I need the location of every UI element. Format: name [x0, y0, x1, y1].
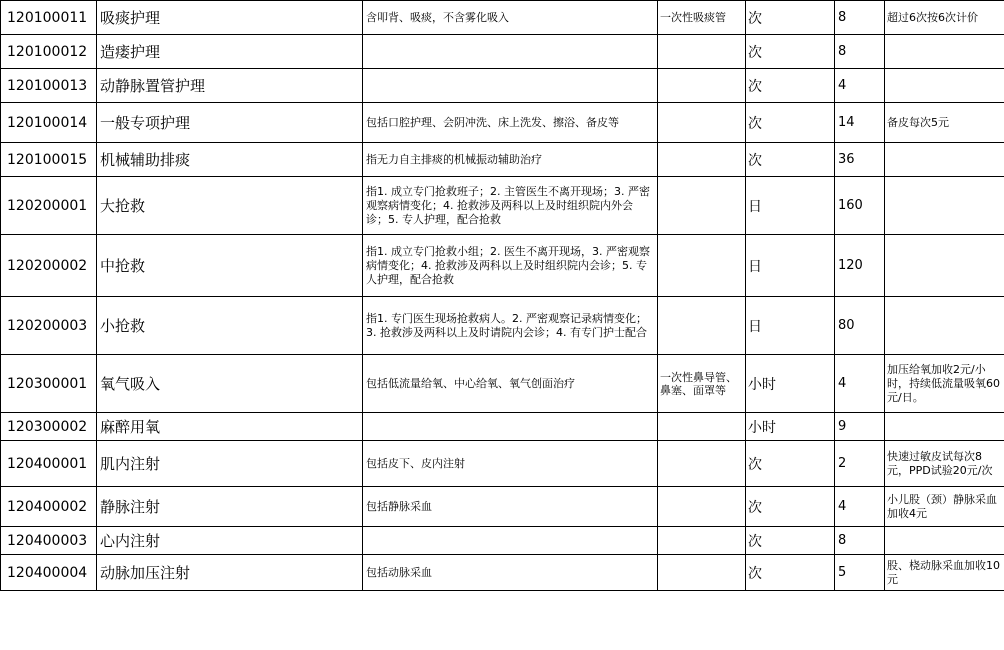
price-cell: 4 — [835, 487, 885, 527]
excluded-materials-cell — [658, 297, 746, 355]
pricing-unit-cell: 次 — [746, 69, 835, 103]
table-row — [1, 487, 1004, 527]
price-cell: 8 — [835, 1, 885, 35]
item-code-cell: 120100011 — [1, 1, 97, 35]
item-content-cell: 包括口腔护理、会阴冲洗、床上洗发、擦浴、备皮等 — [363, 103, 658, 143]
excluded-materials-cell — [658, 487, 746, 527]
table-row — [1, 143, 1004, 177]
remarks-cell — [885, 235, 1004, 297]
remarks-cell: 快速过敏皮试每次8元，PPD试验20元/次 — [885, 441, 1004, 487]
remarks-cell — [885, 413, 1004, 441]
table-row — [1, 297, 1004, 355]
item-content-cell — [363, 527, 658, 555]
remarks-cell: 超过6次按6次计价 — [885, 1, 1004, 35]
pricing-unit-cell: 次 — [746, 35, 835, 69]
price-cell: 120 — [835, 235, 885, 297]
price-cell: 8 — [835, 35, 885, 69]
item-name-cell: 一般专项护理 — [97, 103, 363, 143]
pricing-unit-cell: 日 — [746, 177, 835, 235]
item-code-cell: 120100012 — [1, 35, 97, 69]
excluded-materials-cell — [658, 441, 746, 487]
remarks-cell — [885, 143, 1004, 177]
item-name-cell: 肌内注射 — [97, 441, 363, 487]
table-row — [1, 177, 1004, 235]
excluded-materials-cell — [658, 103, 746, 143]
item-name-cell: 静脉注射 — [97, 487, 363, 527]
excluded-materials-cell: 一次性吸痰管 — [658, 1, 746, 35]
pricing-unit-cell: 次 — [746, 527, 835, 555]
item-name-cell: 麻醉用氧 — [97, 413, 363, 441]
price-cell: 80 — [835, 297, 885, 355]
table-row — [1, 103, 1004, 143]
table-row — [1, 441, 1004, 487]
table-row — [1, 355, 1004, 413]
item-name-cell: 心内注射 — [97, 527, 363, 555]
item-content-cell — [363, 35, 658, 69]
remarks-cell — [885, 69, 1004, 103]
fee-table-body — [1, 1, 1004, 591]
item-code-cell: 120200001 — [1, 177, 97, 235]
item-name-cell: 造瘘护理 — [97, 35, 363, 69]
item-code-cell: 120200003 — [1, 297, 97, 355]
price-cell: 4 — [835, 355, 885, 413]
price-cell: 2 — [835, 441, 885, 487]
item-code-cell: 120400001 — [1, 441, 97, 487]
price-cell: 160 — [835, 177, 885, 235]
excluded-materials-cell — [658, 555, 746, 591]
item-name-cell: 中抢救 — [97, 235, 363, 297]
item-content-cell: 包括皮下、皮内注射 — [363, 441, 658, 487]
excluded-materials-cell — [658, 527, 746, 555]
item-code-cell: 120100014 — [1, 103, 97, 143]
item-content-cell: 含叩背、吸痰，不含雾化吸入 — [363, 1, 658, 35]
item-content-cell: 指1. 成立专门抢救班子；2. 主管医生不离开现场；3. 严密观察病情变化；4. 抢救涉及两科以上及时组织院内外会诊；5. 专人护理，配合抢救 — [363, 177, 658, 235]
excluded-materials-cell — [658, 69, 746, 103]
pricing-unit-cell: 次 — [746, 103, 835, 143]
remarks-cell — [885, 177, 1004, 235]
pricing-unit-cell: 次 — [746, 487, 835, 527]
item-name-cell: 动静脉置管护理 — [97, 69, 363, 103]
excluded-materials-cell — [658, 177, 746, 235]
item-code-cell: 120400002 — [1, 487, 97, 527]
item-content-cell: 指无力自主排痰的机械振动辅助治疗 — [363, 143, 658, 177]
price-cell: 9 — [835, 413, 885, 441]
table-row — [1, 527, 1004, 555]
item-code-cell: 120300001 — [1, 355, 97, 413]
item-name-cell: 小抢救 — [97, 297, 363, 355]
item-content-cell: 包括静脉采血 — [363, 487, 658, 527]
table-row — [1, 1, 1004, 35]
item-code-cell: 120400004 — [1, 555, 97, 591]
excluded-materials-cell — [658, 235, 746, 297]
item-code-cell: 120300002 — [1, 413, 97, 441]
item-code-cell: 120100013 — [1, 69, 97, 103]
excluded-materials-cell — [658, 35, 746, 69]
pricing-unit-cell: 次 — [746, 441, 835, 487]
price-cell: 8 — [835, 527, 885, 555]
excluded-materials-cell — [658, 413, 746, 441]
excluded-materials-cell: 一次性鼻导管、鼻塞、面罩等 — [658, 355, 746, 413]
item-name-cell: 氧气吸入 — [97, 355, 363, 413]
price-cell: 14 — [835, 103, 885, 143]
pricing-unit-cell: 次 — [746, 143, 835, 177]
item-content-cell: 包括低流量给氧、中心给氧、氧气创面治疗 — [363, 355, 658, 413]
remarks-cell: 小儿股（颈）静脉采血加收4元 — [885, 487, 1004, 527]
item-code-cell: 120100015 — [1, 143, 97, 177]
pricing-unit-cell: 次 — [746, 555, 835, 591]
pricing-unit-cell: 日 — [746, 235, 835, 297]
excluded-materials-cell — [658, 143, 746, 177]
item-name-cell: 吸痰护理 — [97, 1, 363, 35]
item-name-cell: 机械辅助排痰 — [97, 143, 363, 177]
item-content-cell — [363, 413, 658, 441]
item-content-cell — [363, 69, 658, 103]
price-cell: 5 — [835, 555, 885, 591]
price-cell: 36 — [835, 143, 885, 177]
pricing-unit-cell: 小时 — [746, 413, 835, 441]
item-content-cell: 包括动脉采血 — [363, 555, 658, 591]
item-content-cell: 指1. 专门医生现场抢救病人。2. 严密观察记录病情变化；3. 抢救涉及两科以上及时请院内会诊；4. 有专门护士配合 — [363, 297, 658, 355]
remarks-cell: 股、桡动脉采血加收10 元 — [885, 555, 1004, 591]
pricing-unit-cell: 小时 — [746, 355, 835, 413]
table-row — [1, 35, 1004, 69]
remarks-cell: 备皮每次5元 — [885, 103, 1004, 143]
table-row — [1, 555, 1004, 591]
item-name-cell: 动脉加压注射 — [97, 555, 363, 591]
item-code-cell: 120200002 — [1, 235, 97, 297]
pricing-unit-cell: 日 — [746, 297, 835, 355]
remarks-cell — [885, 297, 1004, 355]
price-cell: 4 — [835, 69, 885, 103]
table-row — [1, 69, 1004, 103]
remarks-cell — [885, 35, 1004, 69]
item-content-cell: 指1. 成立专门抢救小组；2. 医生不离开现场，3. 严密观察病情变化；4. 抢救涉及两科以上及时组织院内会诊；5. 专人护理，配合抢救 — [363, 235, 658, 297]
table-row — [1, 235, 1004, 297]
remarks-cell — [885, 527, 1004, 555]
item-code-cell: 120400003 — [1, 527, 97, 555]
remarks-cell: 加压给氧加收2元/小时，持续低流量吸氧60元/日。 — [885, 355, 1004, 413]
pricing-unit-cell: 次 — [746, 1, 835, 35]
item-name-cell: 大抢救 — [97, 177, 363, 235]
table-row — [1, 413, 1004, 441]
